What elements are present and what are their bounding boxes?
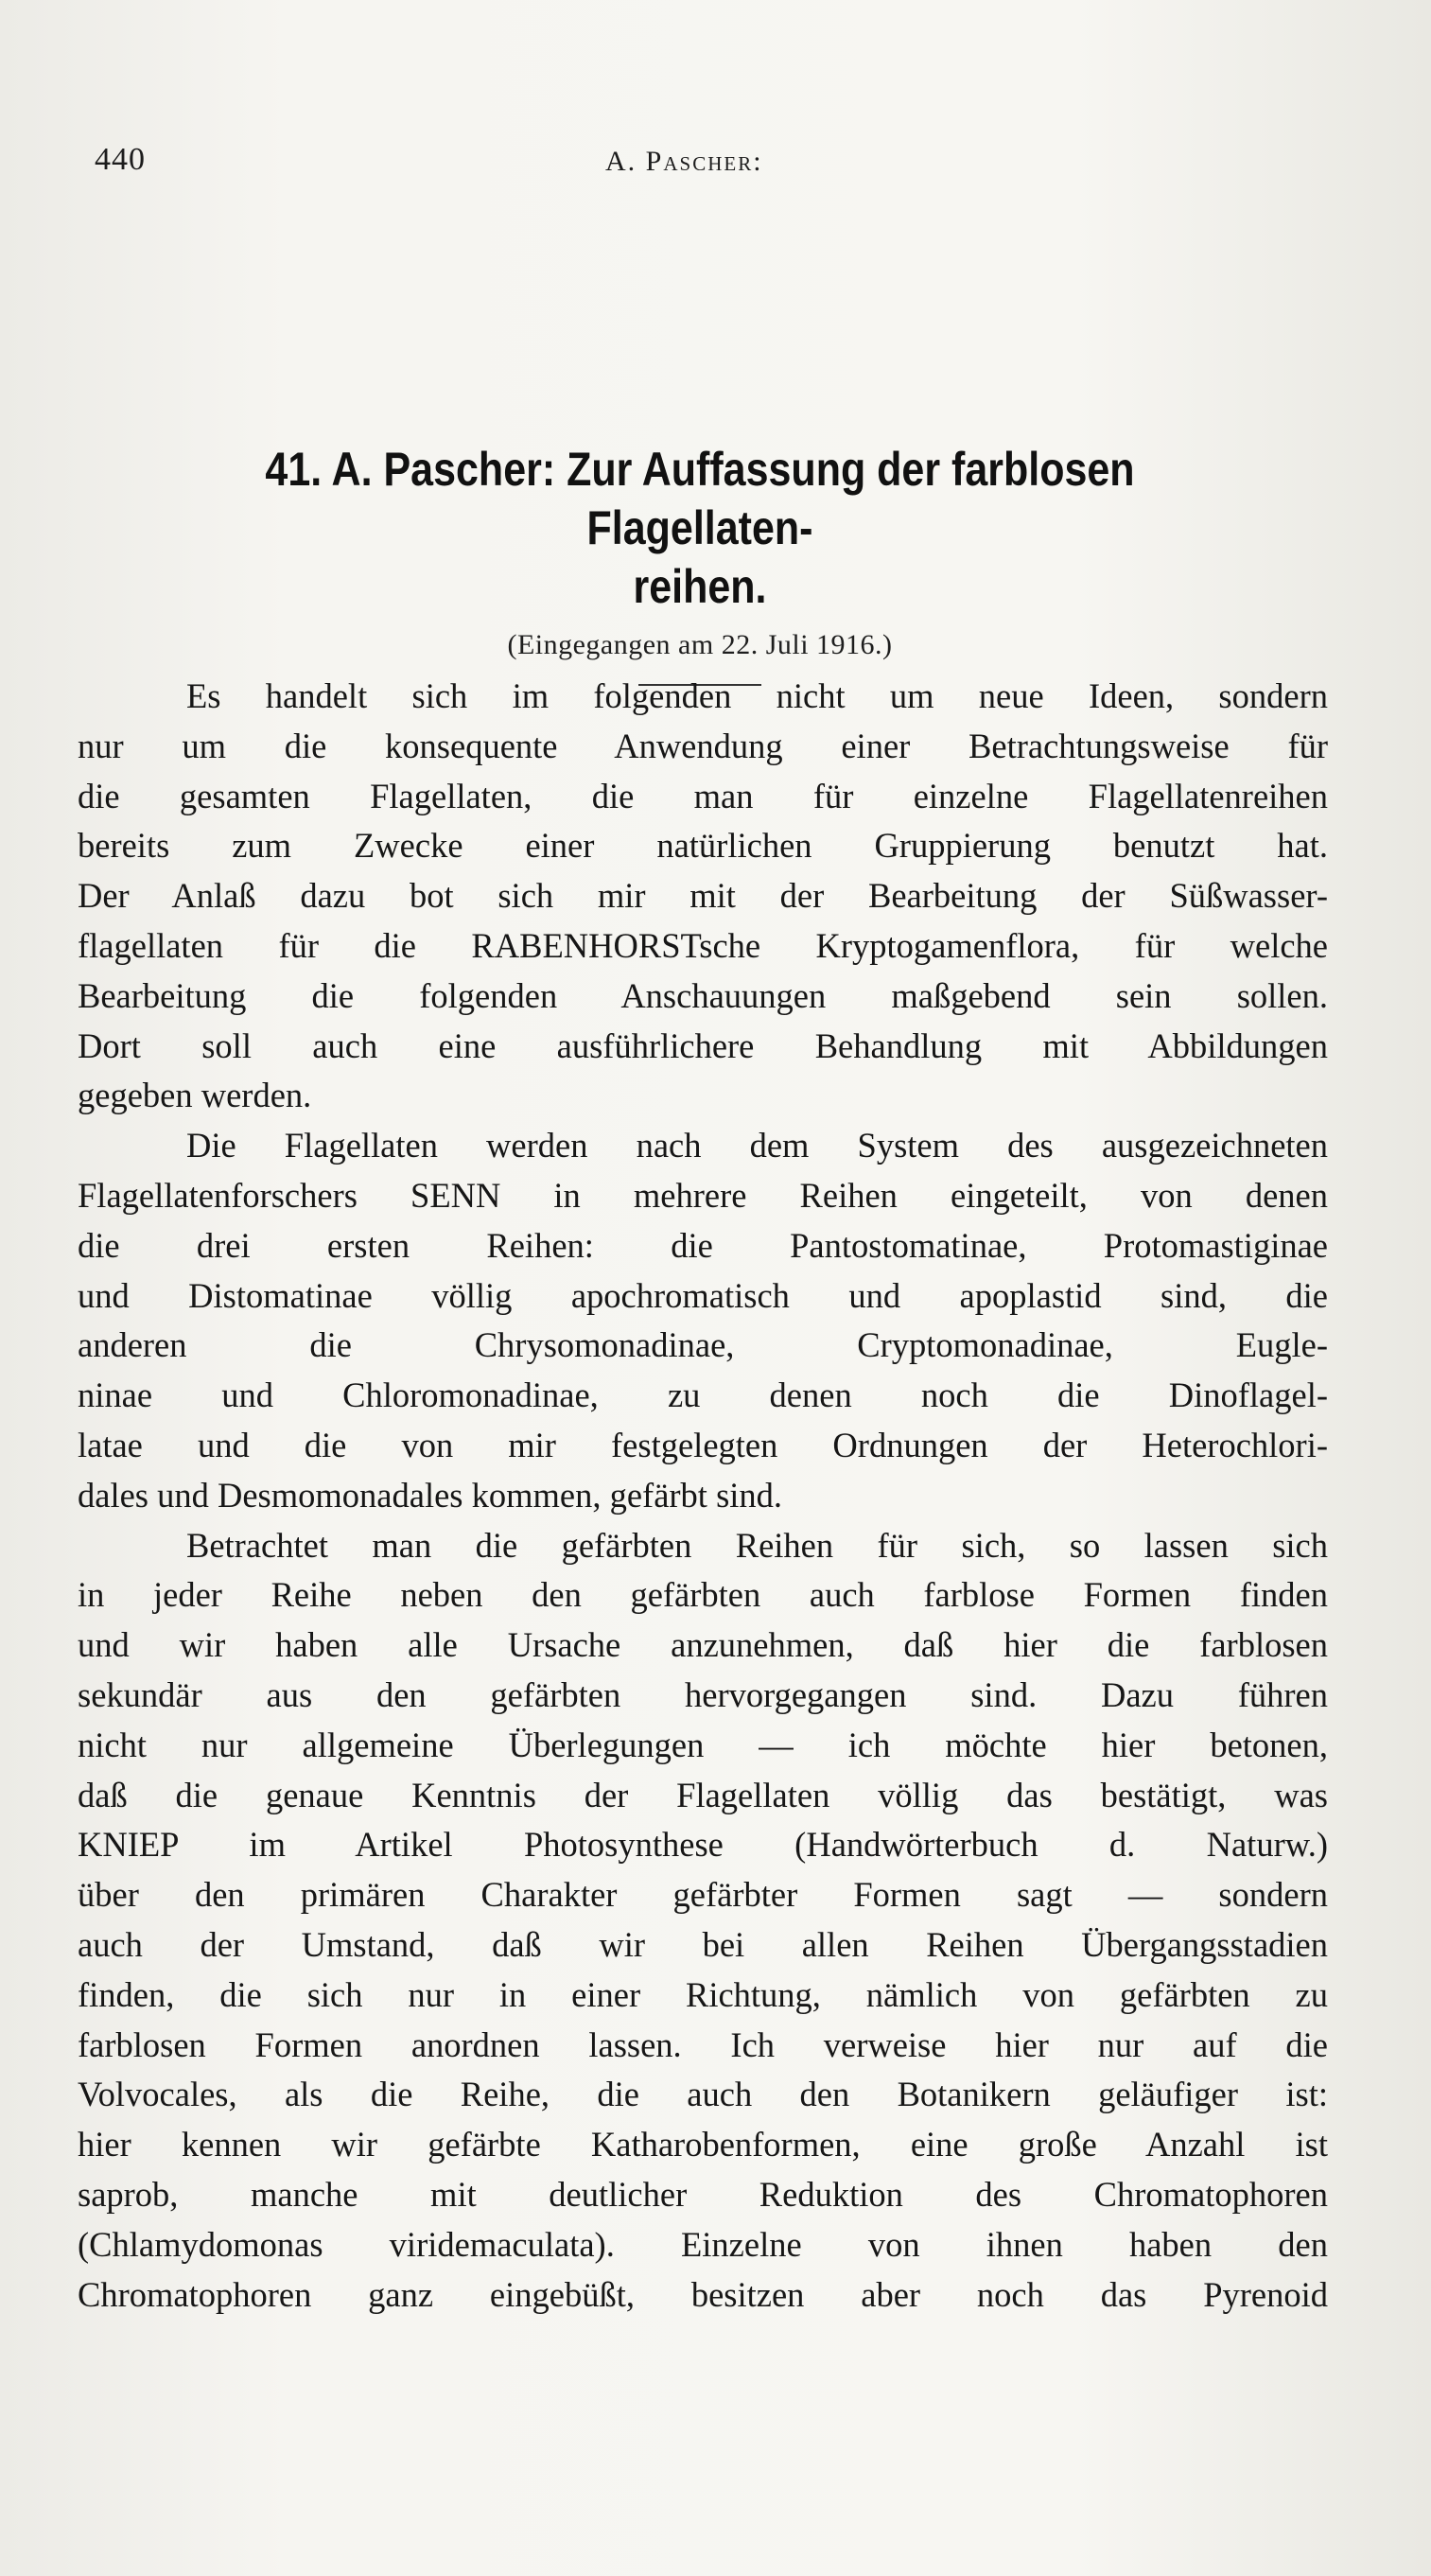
text-line: Chromatophoren ganz eingebüßt, besitzen aber noch das Pyrenoid <box>78 2274 1328 2314</box>
received-date: (Eingegangen am 22. Juli 1916.) <box>507 629 893 660</box>
article-heading <box>57 440 1343 686</box>
text-line: und Distomatinae völlig apochromatisch und apoplastid sind, die <box>78 1275 1328 1315</box>
text-line: farblosen Formen anordnen lassen. Ich verweise hier nur auf die <box>78 2024 1328 2064</box>
text-line: gegeben werden. <box>78 1076 312 1115</box>
article-body <box>78 672 1328 2320</box>
text-line: Bearbeitung die folgenden Anschauungen maßgebend sein sollen. <box>78 975 1328 1015</box>
text-line: Es handelt sich im folgenden nicht um neue Ideen, sondern <box>186 676 1328 715</box>
page-number: 440 <box>95 142 146 177</box>
text-line: Flagellatenforschers SENN in mehrere Reihen eingeteilt, von denen <box>78 1175 1328 1215</box>
text-line: flagellaten für die RABENHORSTsche Kryptogamenflora, für welche <box>78 925 1328 965</box>
text-line: auch der Umstand, daß wir bei allen Reihen Übergangsstadien <box>78 1924 1328 1964</box>
text-line: Dort soll auch eine ausführlichere Behandlung mit Abbildungen <box>78 1025 1328 1065</box>
text-line: KNIEP im Artikel Photosynthese (Handwörterbuch d. Naturw.) <box>78 1825 1328 1865</box>
text-line: sekundär aus den gefärbten hervorgegangen sind. Dazu führen <box>78 1674 1328 1714</box>
text-line: finden, die sich nur in einer Richtung, nämlich von gefärbten zu <box>78 1974 1328 2014</box>
text-line: latae und die von mir festgelegten Ordnungen der Heterochlori- <box>78 1425 1328 1464</box>
text-line: daß die genaue Kenntnis der Flagellaten völlig das bestätigt, was <box>78 1775 1328 1814</box>
text-line: (Chlamydomonas viridemaculata). Einzelne von ihnen haben den <box>78 2224 1328 2264</box>
text-line: und wir haben alle Ursache anzunehmen, daß hier die farblosen <box>78 1625 1328 1665</box>
article-title-line-2: reihen. <box>633 560 767 613</box>
text-line: dales und Desmomonadales kommen, gefärbt sind. <box>78 1475 783 1515</box>
text-line: Der Anlaß dazu bot sich mir mit der Bearbeitung der Süßwasser- <box>78 876 1328 916</box>
text-line: Betrachtet man die gefärbten Reihen für sich, so lassen sich <box>186 1525 1328 1565</box>
text-line: Die Flagellaten werden nach dem System des ausgezeichneten <box>186 1126 1328 1165</box>
text-line: die drei ersten Reihen: die Pantostomatinae, Protomastiginae <box>78 1225 1328 1265</box>
running-title: A. Pascher: <box>605 146 763 177</box>
text-line: in jeder Reihe neben den gefärbten auch farblose Formen finden <box>78 1575 1328 1615</box>
paragraph-3 <box>78 1521 1328 2321</box>
text-line: anderen die Chrysomonadinae, Cryptomonadinae, Eugle- <box>78 1325 1328 1365</box>
text-line: ninae und Chloromonadinae, zu denen noch die Dinoflagel- <box>78 1376 1328 1415</box>
text-line: bereits zum Zwecke einer natürlichen Gruppierung benutzt hat. <box>78 826 1328 866</box>
text-line: saprob, manche mit deutlicher Reduktion des Chromatophoren <box>78 2174 1328 2214</box>
paragraph-2 <box>78 1121 1328 1520</box>
running-header <box>95 142 1334 189</box>
text-line: über den primären Charakter gefärbter Formen sagt — sondern <box>78 1875 1328 1915</box>
article-title-line-1: 41. A. Pascher: Zur Auffassung der farblosen Flagellaten- <box>265 443 1135 554</box>
text-line: nur um die konsequente Anwendung einer Betrachtungsweise für <box>78 726 1328 765</box>
text-line: die gesamten Flagellaten, die man für einzelne Flagellatenreihen <box>78 776 1328 815</box>
text-line: nicht nur allgemeine Überlegungen — ich möchte hier betonen, <box>78 1725 1328 1764</box>
text-line: hier kennen wir gefärbte Katharobenformen, eine große Anzahl ist <box>78 2125 1328 2164</box>
text-line: Volvocales, als die Reihe, die auch den Botanikern geläufiger ist: <box>78 2075 1328 2114</box>
paragraph-1 <box>78 672 1328 1121</box>
